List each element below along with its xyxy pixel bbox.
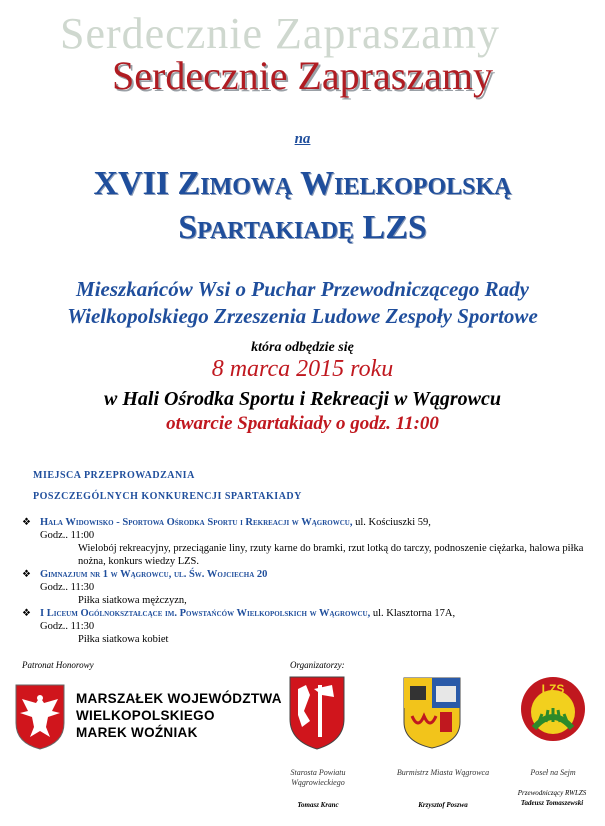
venue-events: Wielobój rekreacyjny, przeciąganie liny, rzuty karne do bramki, rzut lotką do tarczy, podnoszenie ciężarka, halowa piłka nożna, konkurs wiedzy LZS. [78,543,584,567]
venue-name: Hala Widowisko - Sportowa Ośrodka Sportu i Rekreacji w Wągrowcu, [40,517,353,528]
org1-title1: Starosta Powiatu [290,768,346,777]
org3-role: Przewodniczący RWLZS [517,789,587,797]
org2-title: Burmistrz Miasta Wągrowca [396,768,490,777]
venue-time: Godz.. 11:00 [40,530,95,541]
org1-name: Tomasz Kranc [297,801,339,809]
bullet-icon: ❖ [22,608,31,619]
venues-list [20,516,590,646]
takes-place-text: która odbędzie się [251,340,354,355]
lzs-badge-text: LZS [541,682,565,696]
organizers-label: Organizatorzy: [290,660,345,670]
list-item [20,607,590,646]
venue-events: Piłka siatkowa kobiet [78,634,169,645]
patronat-label: Patronat Honorowy [22,660,94,670]
venue-time: Godz.. 11:30 [40,582,95,593]
places-heading-line1: MIEJSCA PRZEPROWADZANIA [33,470,195,481]
places-heading [33,465,302,507]
venue-time: Godz.. 11:30 [40,621,95,632]
org1-title2: Wągrowieckiego [291,778,345,787]
marshal-line1: MARSZAŁEK WOJEWÓDZTWA [76,691,282,706]
wielkopolska-eagle-icon [14,683,66,751]
marshal-block [76,690,282,741]
invitation-title: Serdecznie Zapraszamy [112,53,493,98]
org3-name: Tadeusz Tomaszewski [520,799,584,807]
bullet-icon: ❖ [22,517,31,528]
venue-events: Piłka siatkowa mężczyzn, [78,595,187,606]
opening-time: otwarcie Spartakiady o godz. 11:00 [166,413,439,434]
subtitle-line1: Mieszkańców Wsi o Puchar Przewodniczącego Rady [76,277,529,301]
subtitle-line2: Wielkopolskiego Zrzeszenia Ludowe Zespoły Sportowe [67,304,538,328]
venue-name: Gimnazjum nr 1 w Wągrowcu, ul. Św. Wojciecha 20 [40,569,268,580]
list-item [20,516,590,568]
org2-name: Krzysztof Poszwa [418,801,468,809]
event-title-line1: XVII Zimową Wielkopolską [93,165,512,202]
venue-address: ul. Klasztorna 17A, [370,608,456,619]
event-date: 8 marca 2015 roku [211,356,394,382]
wagrowiec-coat-of-arms-icon [402,676,462,750]
bullet-icon: ❖ [22,569,31,580]
event-title-line2: Spartakiadę LZS [178,209,427,246]
venue-name: I Liceum Ogólnokształcące im. Powstańców Wielkopolskich w Wągrowcu, [40,608,371,619]
marshal-line2: WIELKOPOLSKIEGO [76,708,215,723]
marshal-line3: MAREK WOŹNIAK [76,725,198,740]
venue-address: ul. Kościuszki 59, [352,517,431,528]
places-heading-line2: POSZCZEGÓLNYCH KONKURENCJI SPARTAKIADY [33,491,302,502]
na-word: na [294,131,311,147]
powiat-coat-of-arms-icon [288,675,346,751]
event-hall: w Hali Ośrodka Sportu i Rekreacji w Wągrowcu [104,388,501,410]
header-ghost-text: Serdecznie Zapraszamy [60,9,500,58]
list-item [20,568,590,607]
org1-caption [268,768,368,788]
org3-title: Poseł na Sejm [530,768,576,777]
